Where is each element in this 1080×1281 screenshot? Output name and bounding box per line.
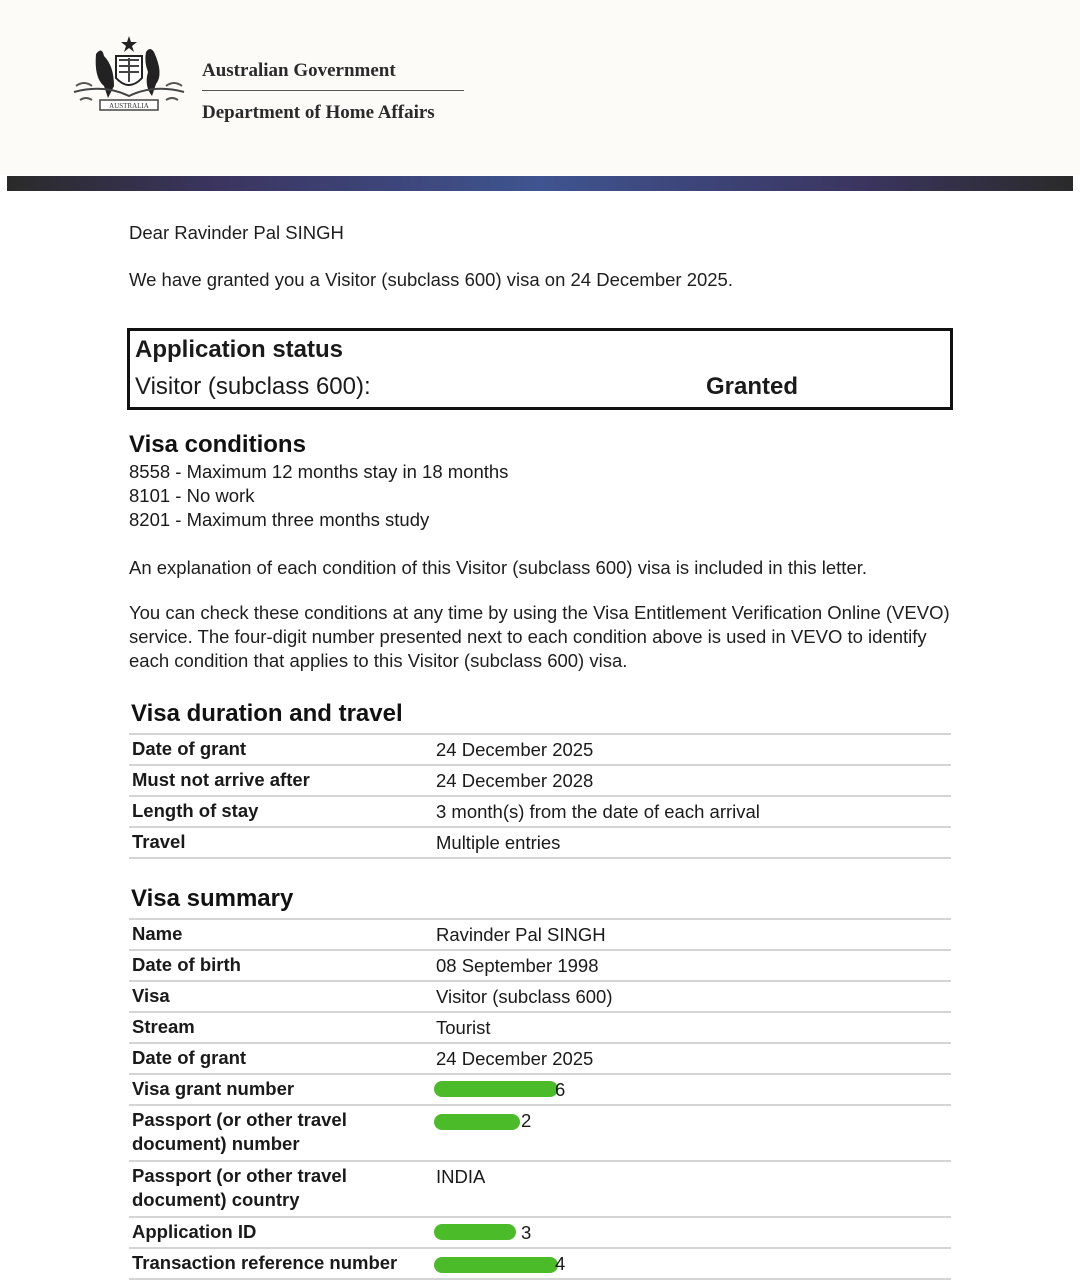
table-row xyxy=(129,1247,951,1280)
redaction-mark xyxy=(434,1224,516,1240)
government-name: Australian Government xyxy=(202,60,396,81)
row-value: 24 December 2025 xyxy=(436,1048,594,1069)
row-value: 24 December 2028 xyxy=(436,770,594,791)
duration-table xyxy=(129,733,951,859)
row-label: Stream xyxy=(132,1016,195,1037)
table-row xyxy=(129,1216,951,1247)
row-value: INDIA xyxy=(436,1166,486,1187)
summary-table xyxy=(129,918,951,1280)
duration-heading: Visa duration and travel xyxy=(131,700,403,727)
conditions-heading: Visa conditions xyxy=(129,431,306,458)
row-label: Application ID xyxy=(132,1221,257,1242)
status-badge: Granted xyxy=(706,373,799,400)
redaction-mark xyxy=(434,1257,558,1273)
row-value: 08 September 1998 xyxy=(436,955,599,976)
row-label: Date of grant xyxy=(132,1047,247,1068)
row-value: 24 December 2025 xyxy=(436,739,594,760)
row-label: Visa grant number xyxy=(132,1078,295,1099)
table-row xyxy=(129,733,951,764)
row-value: Tourist xyxy=(436,1017,491,1038)
condition-item: 8558 - Maximum 12 months stay in 18 months xyxy=(129,461,509,482)
vevo-paragraph: You can check these conditions at any time by using the Visa Entitlement Verification Online (VEVO) service. The four-digit number presented next to each condition above is used in VEVO to identify each condition that applies to this Visitor (subclass 600) visa. xyxy=(129,602,950,671)
redacted-value-suffix: 4 xyxy=(555,1253,566,1274)
application-status-box xyxy=(127,328,953,410)
row-label: Date of grant xyxy=(132,738,247,759)
table-row xyxy=(129,764,951,795)
header-divider xyxy=(202,90,464,91)
table-row xyxy=(129,1042,951,1073)
status-title: Application status xyxy=(135,336,344,363)
department-name: Department of Home Affairs xyxy=(202,102,435,123)
row-label: Must not arrive after xyxy=(132,769,310,790)
row-label: Transaction reference number xyxy=(132,1252,398,1273)
summary-heading: Visa summary xyxy=(131,885,294,912)
redacted-value-suffix: 2 xyxy=(521,1110,532,1131)
row-label: Passport (or other travel document) country xyxy=(132,1165,347,1210)
status-visa-label: Visitor (subclass 600): xyxy=(135,373,371,400)
redacted-value-suffix: 3 xyxy=(521,1222,532,1243)
row-value: Multiple entries xyxy=(436,832,561,853)
table-row xyxy=(129,1073,951,1104)
row-label: Passport (or other travel document) number xyxy=(132,1109,347,1154)
table-row xyxy=(129,826,951,859)
table-row xyxy=(129,795,951,826)
row-label: Date of birth xyxy=(132,954,241,975)
grant-intro: We have granted you a Visitor (subclass 600) visa on 24 December 2025. xyxy=(129,269,733,290)
row-value: Visitor (subclass 600) xyxy=(436,986,613,1007)
header-color-bar xyxy=(7,176,1073,191)
crest-scroll-text: AUSTRALIA xyxy=(109,102,149,110)
row-label: Length of stay xyxy=(132,800,259,821)
table-row xyxy=(129,1160,951,1216)
row-label: Visa xyxy=(132,985,170,1006)
row-value: 3 month(s) from the date of each arrival xyxy=(436,801,760,822)
row-label: Name xyxy=(132,923,183,944)
table-row xyxy=(129,980,951,1011)
condition-item: 8201 - Maximum three months study xyxy=(129,509,430,530)
table-row xyxy=(129,918,951,949)
redaction-mark xyxy=(434,1114,520,1130)
condition-item: 8101 - No work xyxy=(129,485,255,506)
row-value: Ravinder Pal SINGH xyxy=(436,924,606,945)
table-row xyxy=(129,1011,951,1042)
coat-of-arms-logo xyxy=(66,34,192,126)
conditions-explanation: An explanation of each condition of this Visitor (subclass 600) visa is included in this letter. xyxy=(129,557,868,578)
row-label: Travel xyxy=(132,831,186,852)
table-row xyxy=(129,1104,951,1160)
redaction-mark xyxy=(434,1081,558,1097)
letterhead xyxy=(0,0,1080,175)
table-row xyxy=(129,949,951,980)
redacted-value-suffix: 6 xyxy=(555,1079,566,1100)
salutation: Dear Ravinder Pal SINGH xyxy=(129,222,344,243)
